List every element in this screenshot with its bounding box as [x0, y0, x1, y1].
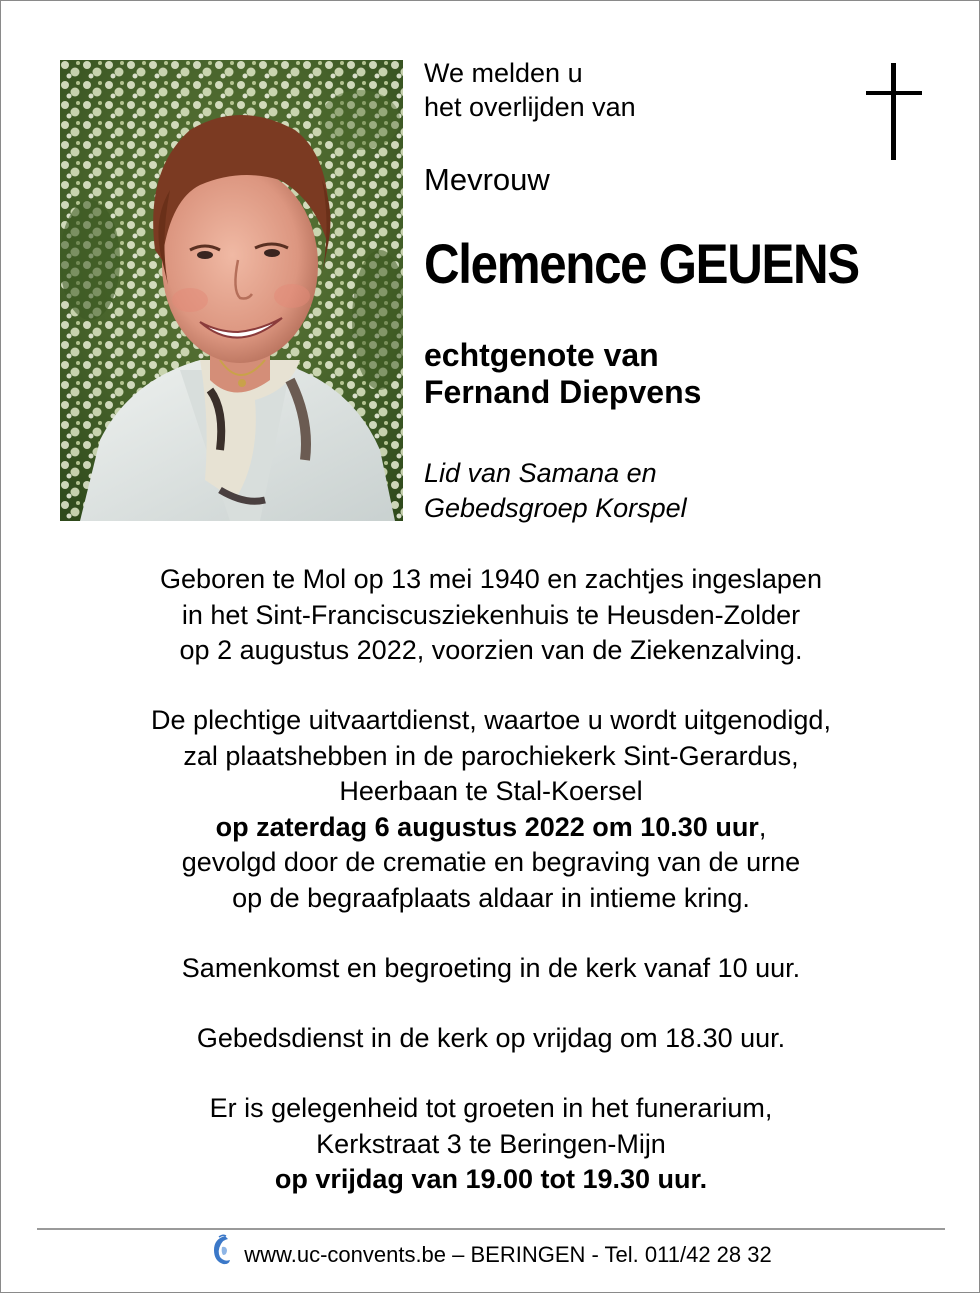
- service-line-1: De plechtige uitvaartdienst, waartoe u wordt uitgenodigd,: [151, 705, 831, 735]
- service-date-tail: ,: [758, 811, 767, 842]
- service-date: op zaterdag 6 augustus 2022 om 10.30 uur: [215, 811, 759, 842]
- honorific: Mevrouw: [424, 162, 550, 197]
- deceased-name: Clemence GEUENS: [424, 232, 859, 295]
- prayer-paragraph: [1, 1021, 980, 1057]
- service-date-line: [1, 810, 980, 846]
- service-line-2: zal plaatshebben in de parochiekerk Sint-Gerardus,: [183, 740, 799, 771]
- footer-divider: [37, 1228, 945, 1230]
- member-line-2: Gebedsgroep Korspel: [424, 493, 687, 523]
- cross-icon: [866, 63, 922, 160]
- portrait-photo: [60, 60, 403, 521]
- announcement-intro: [424, 56, 636, 124]
- membership-info: [424, 456, 687, 526]
- spouse-info: [424, 337, 701, 411]
- visitation-line-1: Er is gelegenheid tot groeten in het funerarium,: [209, 1093, 773, 1123]
- service-line-6: op de begraafplaats aldaar in intieme kring.: [232, 882, 750, 913]
- service-line-3: Heerbaan te Stal-Koersel: [339, 776, 643, 806]
- birth-line-3: op 2 augustus 2022, voorzien van de Ziekenzalving.: [179, 635, 803, 665]
- prayer-line: Gebedsdienst in de kerk op vrijdag om 18.30 uur.: [196, 1023, 786, 1053]
- visitation-time: op vrijdag van 19.00 tot 19.30 uur.: [274, 1164, 708, 1194]
- footer: [1, 1237, 980, 1275]
- footer-contact: www.uc-convents.be – BERINGEN - Tel. 011/42 28 32: [244, 1241, 772, 1267]
- gathering-line: Samenkomst en begroeting in de kerk vanaf 10 uur.: [181, 953, 801, 983]
- member-line-1: Lid van Samana en: [424, 458, 657, 488]
- gathering-paragraph: [1, 951, 980, 987]
- birth-line-2: in het Sint-Franciscusziekenhuis te Heusden-Zolder: [181, 599, 801, 630]
- spouse-line-2: Fernand Diepvens: [424, 374, 702, 410]
- intro-line-1: We melden u: [424, 58, 583, 88]
- service-line-5: gevolgd door de crematie en begraving van de urne: [181, 847, 801, 877]
- spouse-line-1: echtgenote van: [424, 337, 659, 373]
- birth-death-paragraph: [1, 562, 980, 669]
- birth-line-1: Geboren te Mol op 13 mei 1940 en zachtjes ingeslapen: [160, 564, 822, 594]
- visitation-paragraph: [1, 1091, 980, 1198]
- visitation-line-2: Kerkstraat 3 te Beringen-Mijn: [316, 1128, 666, 1159]
- intro-line-2: het overlijden van: [424, 92, 636, 122]
- funeral-service-paragraph: [1, 703, 980, 916]
- funeral-home-logo-icon: [210, 1233, 232, 1275]
